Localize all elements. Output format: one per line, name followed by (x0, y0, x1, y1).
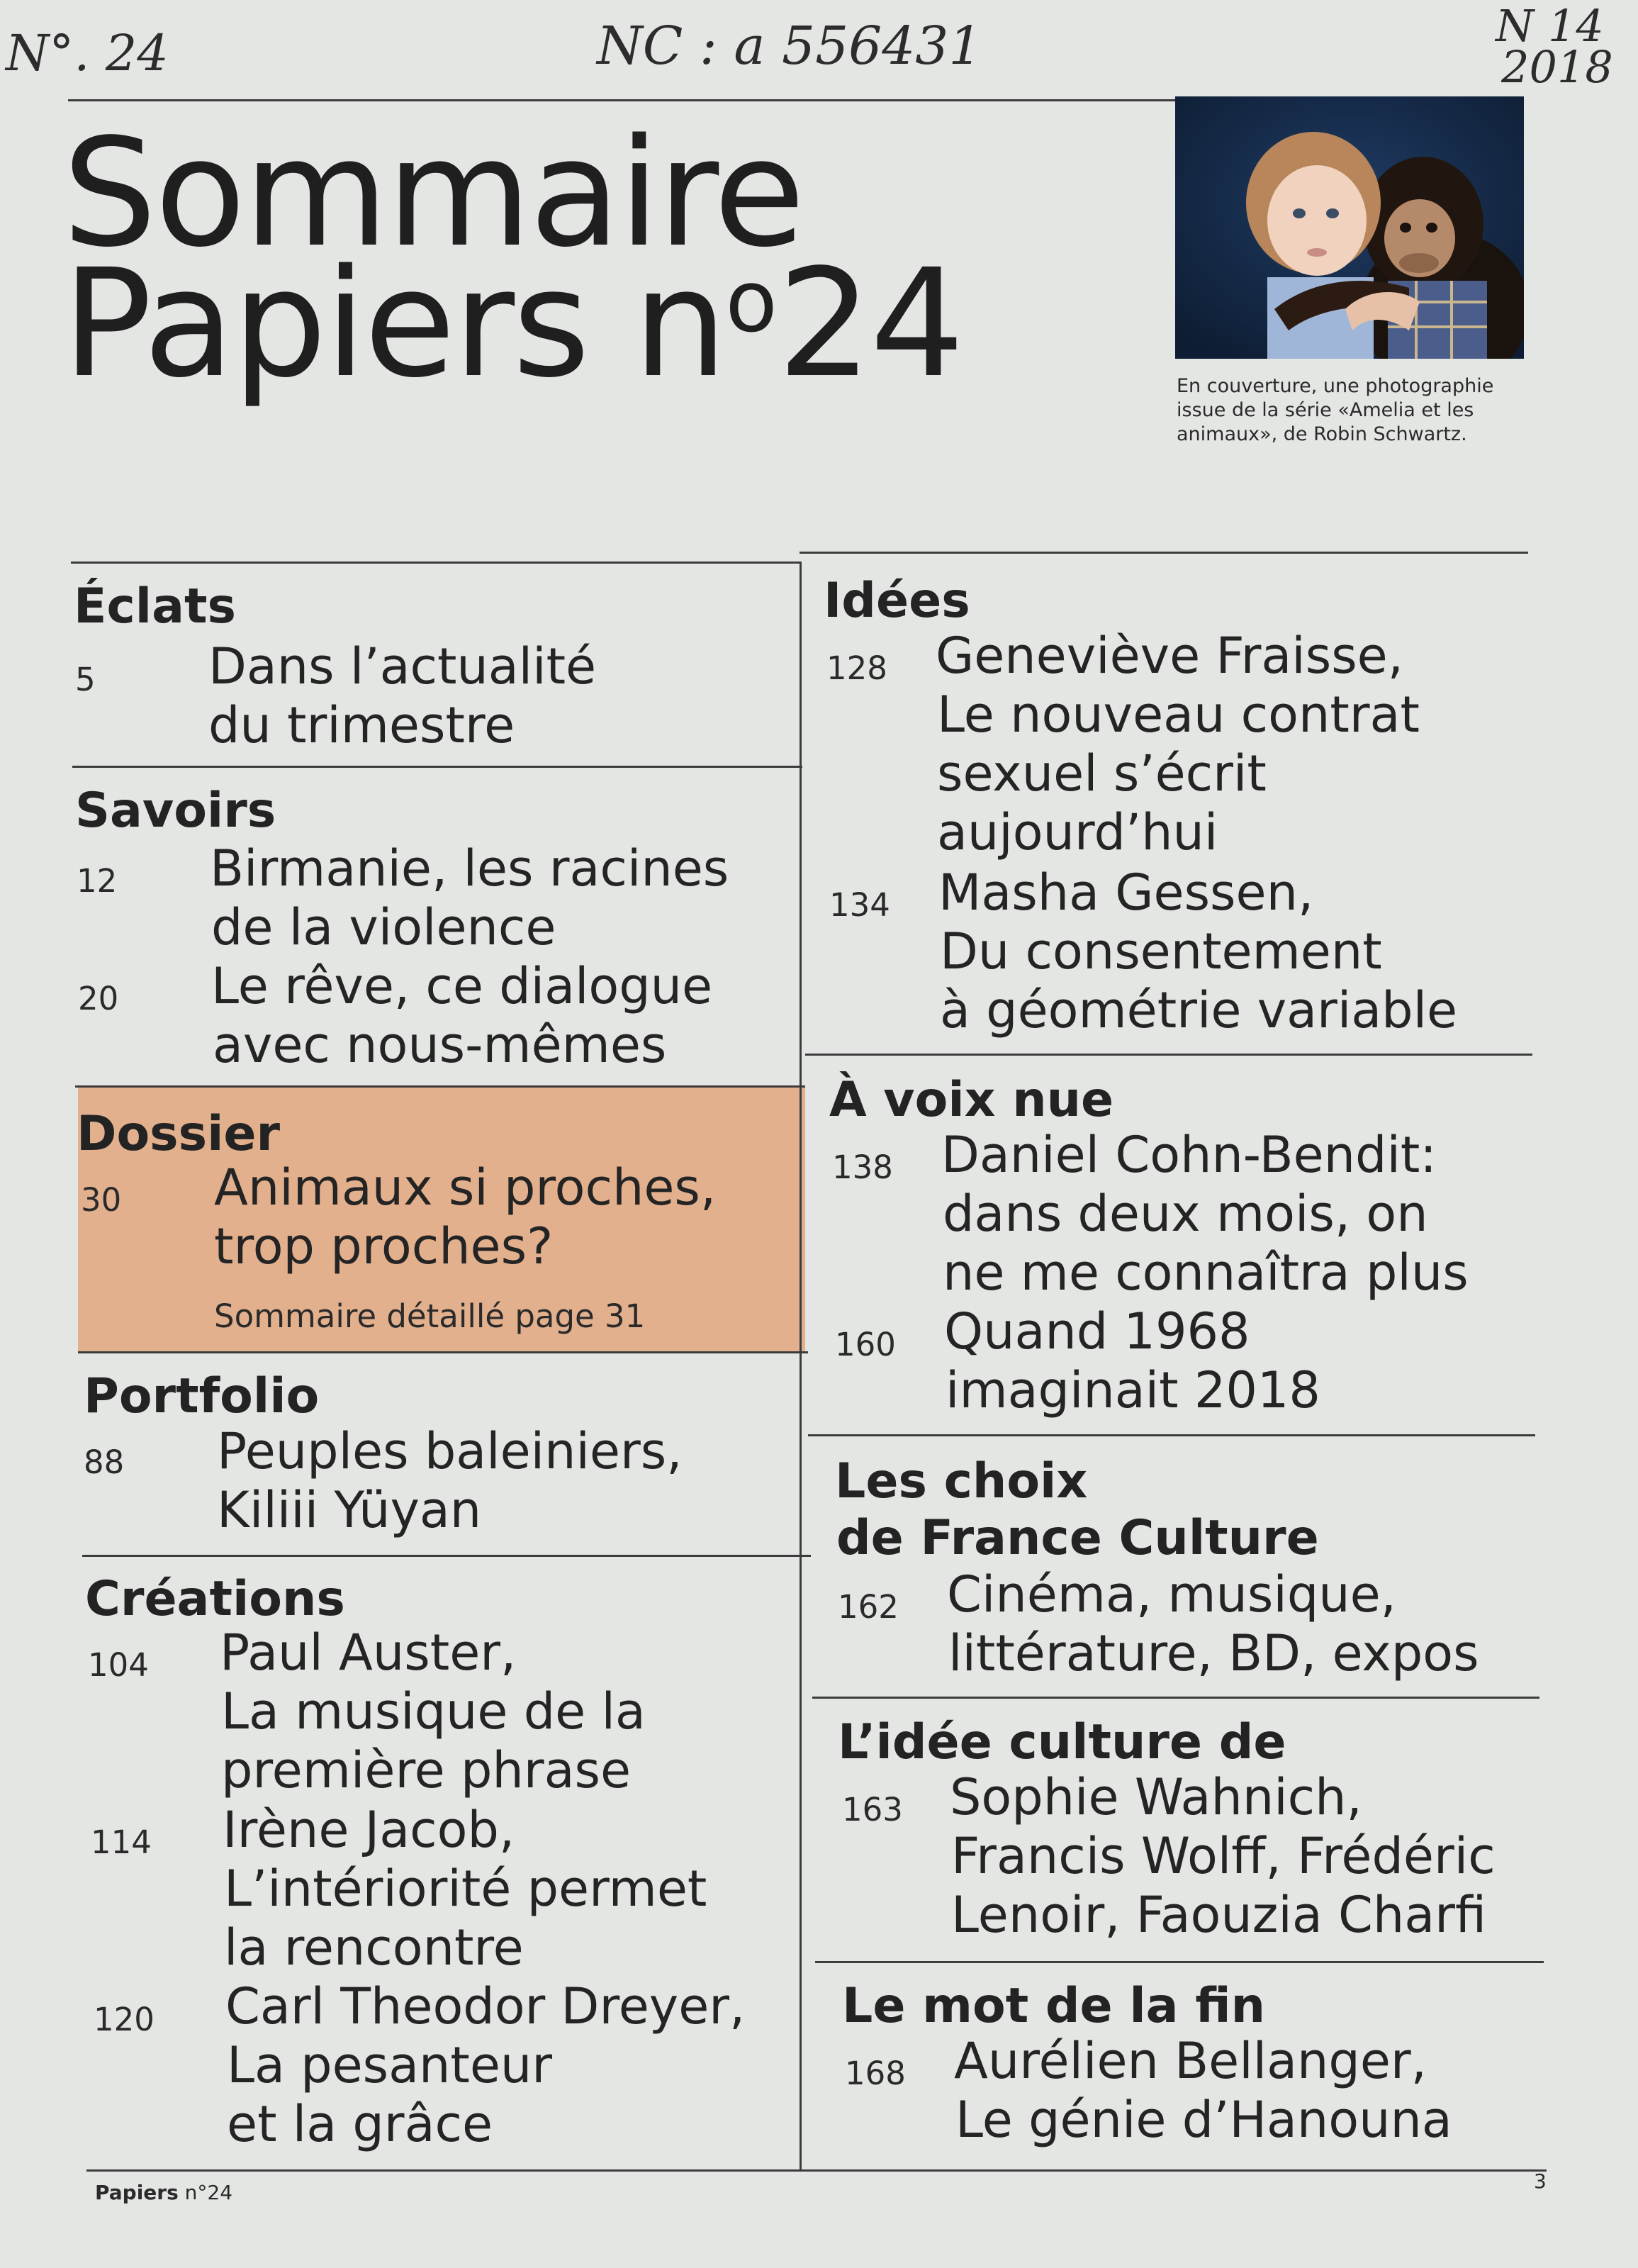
entry-page-number: 114 (91, 1823, 152, 1861)
section-heading-choix-line2: de France Culture (836, 1510, 1319, 1566)
handwritten-date-line1: N 14 (1496, 0, 1604, 52)
entry-title-line: Irène Jacob, (223, 1801, 515, 1859)
entry-page-number: 12 (77, 862, 118, 900)
entry-title-line: Birmanie, les racines (210, 839, 729, 898)
section-heading-savoirs: Savoirs (75, 783, 276, 839)
entry-title-line: à géométrie variable (940, 981, 1458, 1039)
entry-title-line: Le rêve, ce dialogue (211, 957, 713, 1015)
section-heading-eclats: Éclats (74, 579, 236, 635)
dossier-note: Sommaire détaillé page 31 (214, 1297, 646, 1335)
divider-left-4 (78, 1351, 808, 1353)
entry-title-line: Francis Wolff, Frédéric (951, 1827, 1496, 1885)
column-divider (800, 562, 802, 2169)
section-heading-voix-nue: À voix nue (829, 1072, 1114, 1128)
entry-page-number: 162 (838, 1588, 899, 1626)
entry-page-number: 30 (81, 1181, 122, 1219)
entry-title-line: aujourd’hui (937, 803, 1218, 861)
divider-right-2 (805, 1054, 1532, 1056)
entry-title-line: La pesanteur (227, 2036, 553, 2094)
entry-title-line: Carl Theodor Dreyer, (225, 1977, 746, 2035)
entry-page-number: 163 (842, 1791, 903, 1828)
entry-title-line: Daniel Cohn-Bendit: (941, 1126, 1437, 1184)
section-heading-choix-line1: Les choix (835, 1453, 1088, 1509)
top-rule (68, 99, 1175, 101)
page-title-line1: Sommaire (62, 106, 803, 280)
section-heading-mot-fin: Le mot de la fin (842, 1978, 1266, 2034)
entry-title-line: L’intériorité permet (224, 1860, 707, 1918)
footer-page-number: 3 (1534, 2169, 1547, 2193)
entry-page-number: 134 (829, 886, 890, 924)
title-superscript: o (725, 253, 778, 352)
divider-right-1 (800, 552, 1528, 554)
entry-page-number: 120 (94, 2001, 155, 2038)
section-heading-idees: Idées (824, 573, 970, 629)
footer-magazine-name: Papiers n°24 (95, 2181, 233, 2204)
entry-page-number: 138 (832, 1149, 893, 1186)
entry-title-line: Paul Auster, (220, 1624, 517, 1682)
section-heading-portfolio: Portfolio (84, 1368, 320, 1424)
entry-title-line: trop proches? (214, 1217, 554, 1275)
entry-title-line: Geneviève Fraisse, (936, 627, 1403, 685)
section-heading-idee-culture: L’idée culture de (838, 1714, 1286, 1770)
entry-page-number: 88 (84, 1443, 125, 1481)
entry-page-number: 128 (826, 649, 887, 687)
divider-right-4 (812, 1697, 1539, 1699)
entry-title-line: Le génie d’Hanouna (955, 2091, 1452, 2149)
entry-title-line: la rencontre (224, 1918, 524, 1977)
entry-title-line: de la violence (211, 898, 556, 956)
divider-left-3 (75, 1085, 805, 1088)
entry-title-line: Sophie Wahnich, (950, 1768, 1362, 1826)
cover-caption: En couverture, une photographie issue de la série «Amelia et les animaux», de Robin Schwartz. (1177, 375, 1494, 445)
entry-page-number: 168 (845, 2055, 906, 2092)
entry-title-line: Le nouveau contrat (937, 686, 1420, 744)
entry-title-line: La musique de la (221, 1682, 646, 1741)
entry-title-line: dans deux mois, on (943, 1185, 1428, 1243)
entry-title-line: Quand 1968 (944, 1302, 1250, 1361)
entry-title-line: sexuel s’écrit (937, 744, 1267, 803)
entry-title-line: Dans l’actualité (208, 637, 597, 696)
entry-title-line: avec nous-mêmes (213, 1016, 667, 1074)
bottom-rule (86, 2169, 1547, 2172)
divider-left-1 (71, 562, 801, 564)
entry-page-number: 5 (75, 661, 96, 698)
divider-right-5 (815, 1961, 1544, 1963)
entry-title-line: et la grâce (227, 2095, 493, 2153)
divider-right-3 (808, 1434, 1535, 1436)
divider-left-2 (72, 766, 802, 768)
section-heading-dossier: Dossier (77, 1106, 281, 1162)
entry-page-number: 160 (835, 1326, 896, 1363)
entry-title-line: Masha Gessen, (938, 864, 1314, 922)
entry-title-line: Animaux si proches, (214, 1158, 717, 1217)
section-heading-creations: Créations (85, 1571, 345, 1627)
cover-photo (1175, 96, 1524, 359)
entry-title-line: littérature, BD, expos (948, 1624, 1479, 1682)
entry-title-line: Kiliii Yüyan (217, 1481, 482, 1539)
entry-title-line: du trimestre (208, 696, 515, 754)
divider-left-5 (82, 1555, 811, 1557)
entry-page-number: 20 (78, 980, 119, 1017)
entry-title-line: première phrase (221, 1741, 632, 1799)
entry-title-line: Cinéma, musique, (947, 1565, 1396, 1624)
entry-title-line: ne me connaîtra plus (943, 1244, 1469, 1302)
entry-title-line: Peuples baleiniers, (217, 1422, 683, 1480)
handwritten-reference: NC : a 556431 (597, 16, 982, 77)
entry-title-line: Du consentement (940, 922, 1382, 981)
entry-title-line: Lenoir, Faouzia Charfi (951, 1886, 1487, 1944)
entry-title-line: Aurélien Bellanger, (954, 2032, 1427, 2090)
page-title-line2: Papiers $n^o24$ (62, 237, 963, 410)
entry-page-number: 104 (88, 1646, 149, 1684)
entry-title-line: imaginait 2018 (946, 1361, 1320, 1419)
handwritten-issue: N°. 24 (6, 24, 169, 82)
handwritten-date-line2: 2018 (1501, 41, 1613, 93)
